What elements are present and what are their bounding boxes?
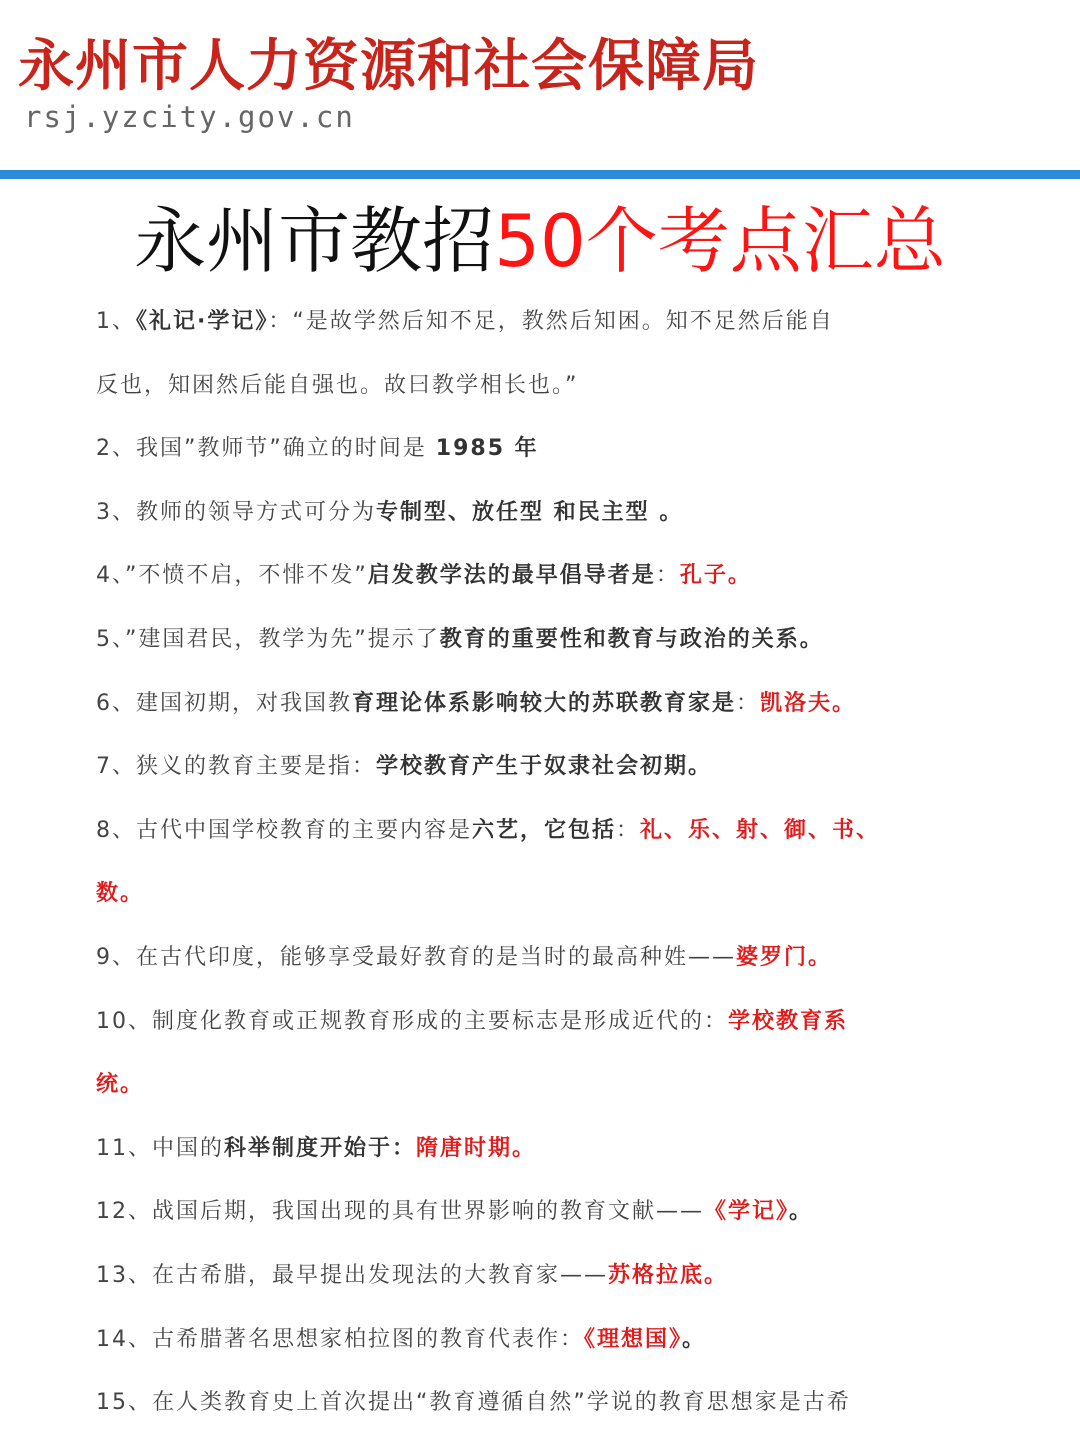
body-text: 12、战国后期，我国出现的具有世界影响的教育文献—— xyxy=(96,1199,704,1225)
text-line xyxy=(96,672,966,736)
body-text: 8、古代中国学校教育的主要内容是 xyxy=(96,817,472,843)
text-line xyxy=(96,608,966,672)
body-text: 14、古希腊著名思想家柏拉图的教育代表作： xyxy=(96,1326,584,1352)
text-line xyxy=(96,1371,966,1435)
emphasis-text: 《礼记·学记》 xyxy=(136,309,269,334)
emphasis-text: 教育的重要性和教育与政治的关系。 xyxy=(439,626,824,652)
answer-text: 统。 xyxy=(96,1072,145,1098)
emphasis-text: 学校教育产生于奴隶社会初期。 xyxy=(376,754,713,780)
body-text: 2、我国”教师节”确立的时间是 xyxy=(96,436,436,462)
body-text: ： xyxy=(655,563,680,589)
masthead xyxy=(0,0,1080,170)
text-line xyxy=(96,1244,966,1308)
header-divider xyxy=(0,170,1080,179)
emphasis-text: 。 xyxy=(789,1199,814,1225)
exam-points-list xyxy=(96,290,966,1435)
body-text: 3、教师的领导方式可分为 xyxy=(96,499,376,525)
emphasis-text: 科举制度开始于： xyxy=(224,1135,417,1161)
emphasis-text: 专制型、放任型 和民主型 。 xyxy=(376,499,684,525)
answer-text: 孔子。 xyxy=(679,563,752,589)
emphasis-text: 启发教学法的最早倡导者是 xyxy=(367,563,656,589)
body-text: 10、制度化教育或正规教育形成的主要标志是形成近代的： xyxy=(96,1008,728,1034)
answer-text: 隋唐时期。 xyxy=(416,1135,537,1161)
text-line xyxy=(96,926,966,990)
text-line xyxy=(96,735,966,799)
body-text: 9、在古代印度，能够享受最好教育的是当时的最高种姓—— xyxy=(96,944,736,970)
answer-text: 婆罗门。 xyxy=(736,944,833,970)
text-line xyxy=(96,354,966,418)
emphasis-text: 六艺，它包括 xyxy=(472,817,617,843)
body-text: 13、在古希腊，最早提出发现法的大教育家—— xyxy=(96,1262,608,1288)
body-text: 6、建国初期，对我国教 xyxy=(96,690,352,716)
text-line xyxy=(96,1180,966,1244)
text-line xyxy=(96,799,966,863)
text-line xyxy=(96,1308,966,1372)
emphasis-text: 。 xyxy=(682,1326,707,1352)
emphasis-text: 1985 年 xyxy=(435,436,539,462)
answer-text: 凯洛夫。 xyxy=(760,690,857,716)
answer-text: 苏格拉底。 xyxy=(608,1262,729,1288)
text-line xyxy=(96,1053,966,1117)
text-line xyxy=(96,481,966,545)
answer-text: 《学记》 xyxy=(704,1199,790,1225)
answer-text: 礼、乐、射、御、书、 xyxy=(640,817,881,843)
text-line xyxy=(96,862,966,926)
body-text: 5、”建国君民，教学为先”提示了 xyxy=(96,626,440,652)
agency-name: 永州市人力资源和社会保障局 xyxy=(18,33,759,99)
body-text: 反也，知困然后能自强也。故曰教学相长也。” xyxy=(96,372,579,398)
emphasis-text: 育理论体系影响较大的苏联教育家是 xyxy=(352,690,737,716)
page-title xyxy=(0,196,1080,286)
body-text: ： xyxy=(736,690,761,716)
body-text: ：“是故学然后知不足，教然后知困。知不足然后能自 xyxy=(268,309,834,334)
title-part-2: 50个考点汇总 xyxy=(494,199,946,283)
body-text: 11、中国的 xyxy=(96,1135,224,1161)
body-text: 1、 xyxy=(96,309,136,334)
body-text: ： xyxy=(616,817,641,843)
answer-text: 《理想国》 xyxy=(584,1326,683,1352)
answer-text: 数。 xyxy=(96,881,145,907)
title-part-1: 永州市教招 xyxy=(134,199,495,283)
body-text: 15、在人类教育史上首次提出“教育遵循自然”学说的教育思想家是古希 xyxy=(96,1390,851,1416)
answer-text: 学校教育系 xyxy=(728,1008,849,1034)
text-line xyxy=(96,544,966,608)
text-line xyxy=(96,290,966,354)
text-line xyxy=(96,1117,966,1181)
text-line xyxy=(96,990,966,1054)
agency-website: rsj.yzcity.gov.cn xyxy=(24,100,355,134)
body-text: 7、狭义的教育主要是指： xyxy=(96,754,376,780)
text-line xyxy=(96,417,966,481)
body-text: 4、”不愤不启，不悱不发” xyxy=(96,563,368,589)
